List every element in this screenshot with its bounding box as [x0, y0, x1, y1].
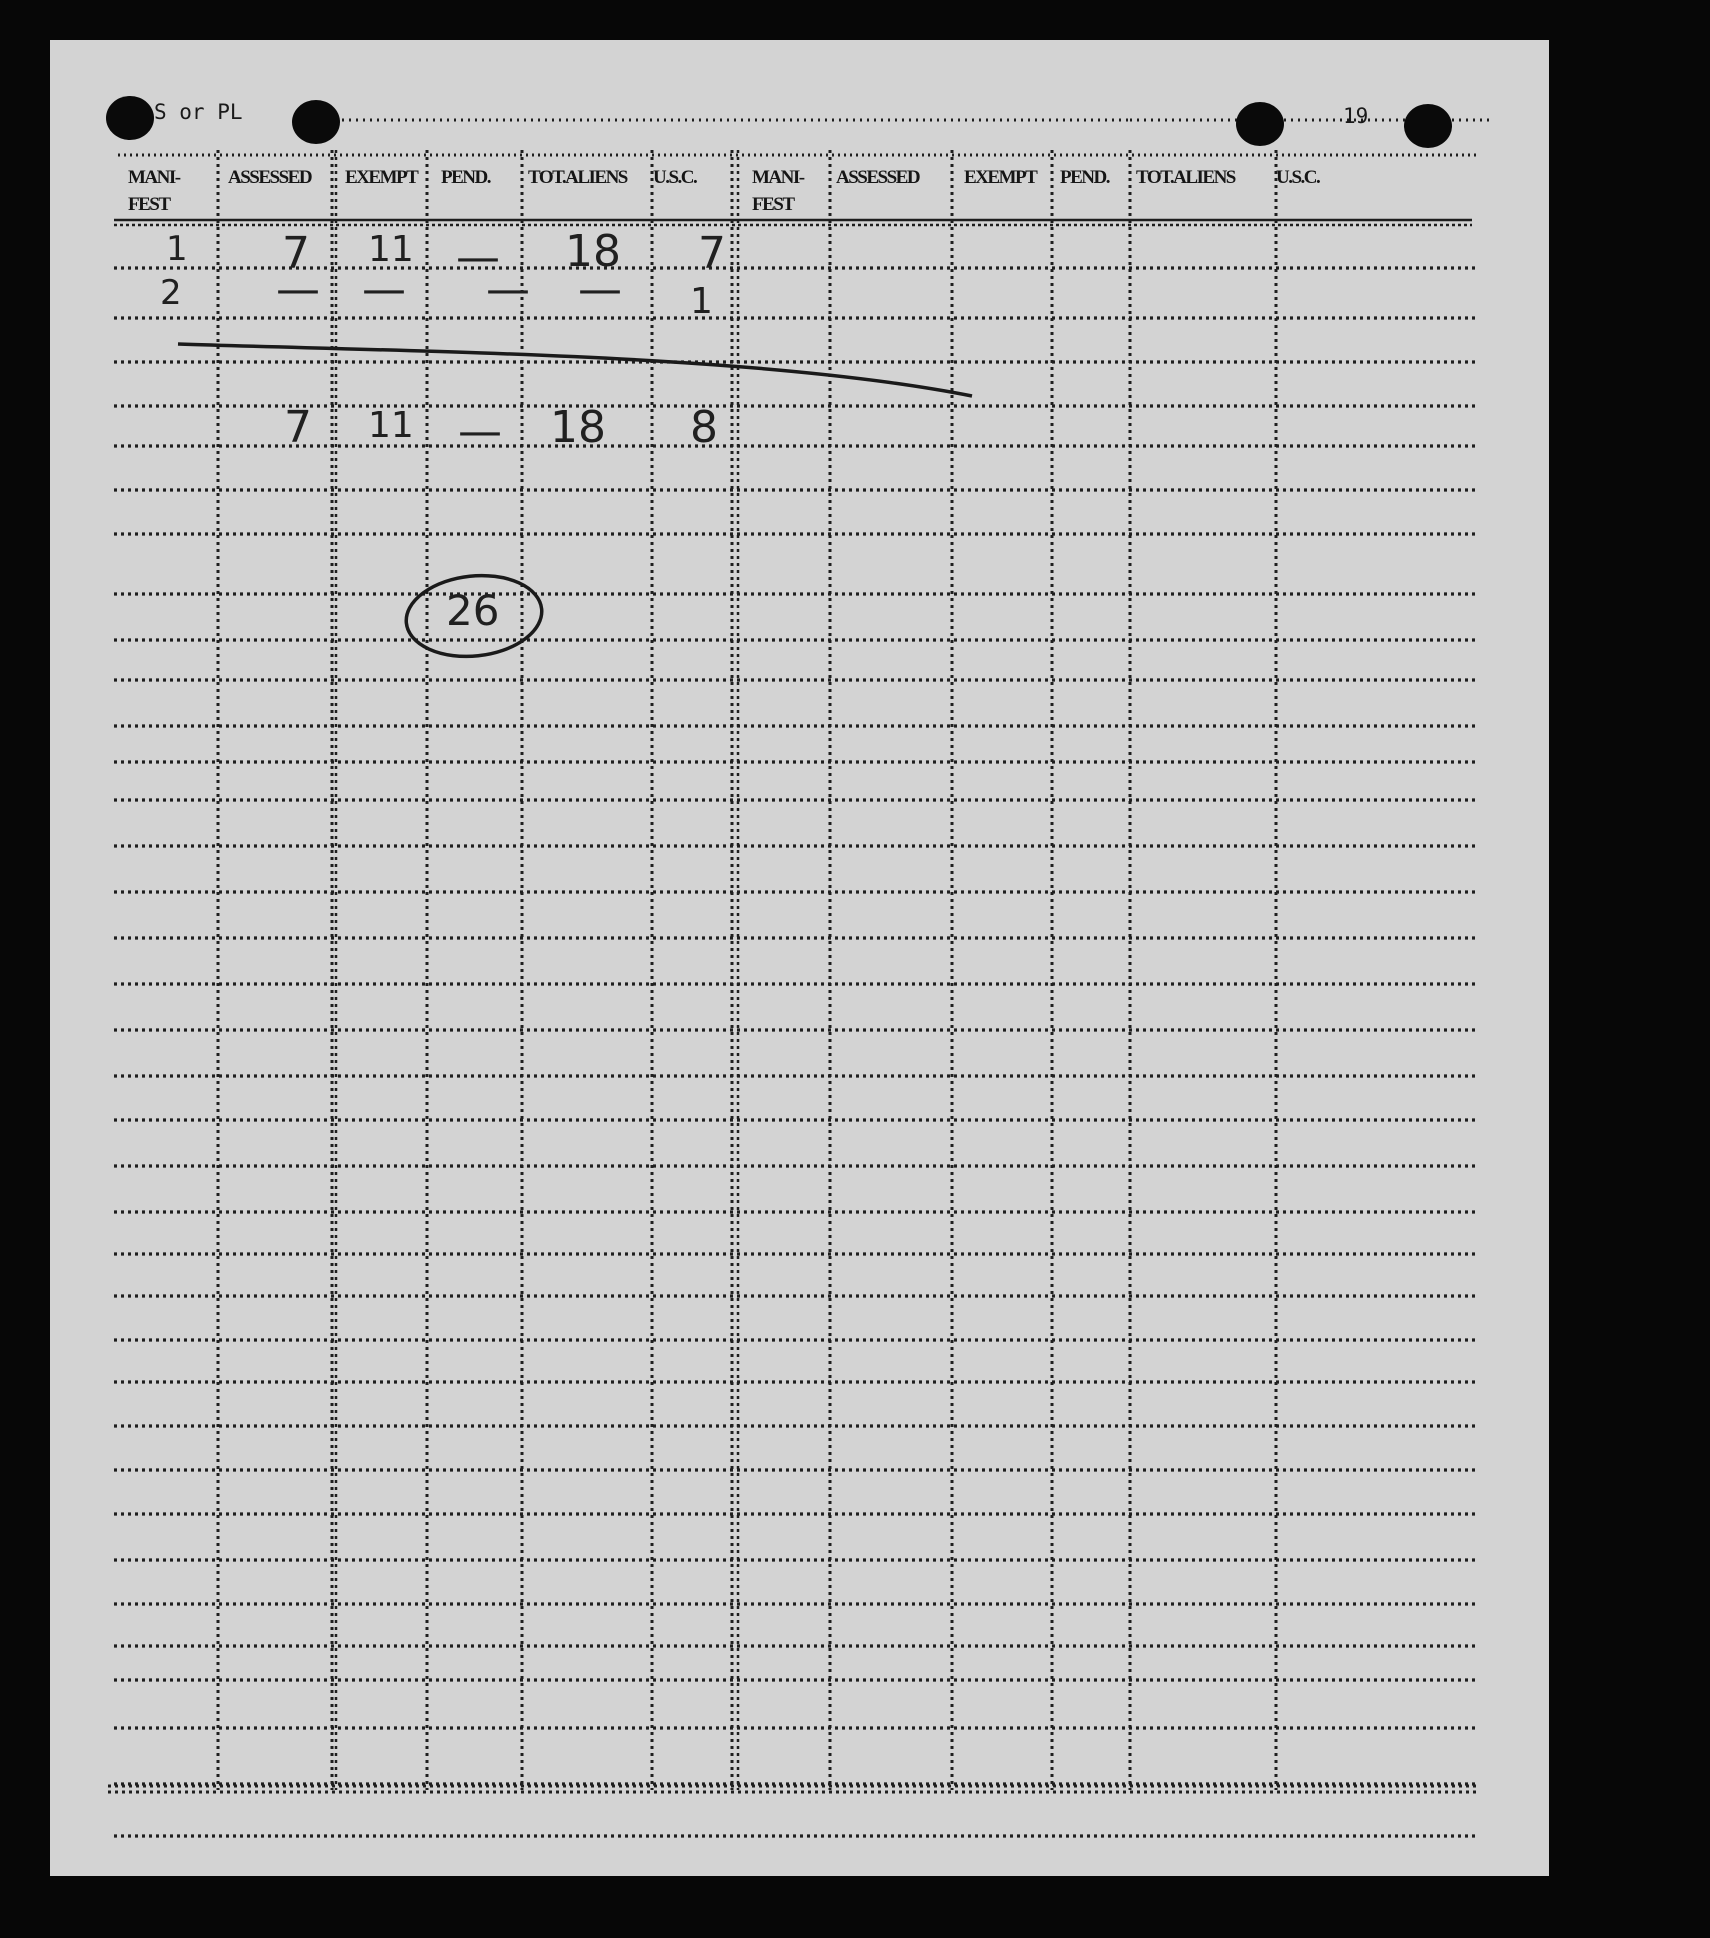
ship-or-pl-label: S or PL	[154, 100, 243, 124]
col-header-exempt-2: EXEMPT	[964, 167, 1037, 188]
col-header-usc-1: U.S.C.	[653, 167, 697, 188]
punch-hole	[1404, 104, 1452, 148]
handwritten-manifest: 1	[166, 229, 188, 269]
year-label: 19	[1343, 104, 1369, 128]
handwritten-manifest: 2	[160, 273, 182, 313]
col-header-pend-2: PEND.	[1060, 167, 1109, 188]
punch-hole	[106, 96, 154, 140]
handwritten-exempt: 11	[368, 229, 414, 270]
handwritten-assessed: 7	[282, 228, 310, 279]
handwritten-usc: 7	[698, 228, 726, 279]
col-header-tot-aliens-2: TOT.ALIENS	[1136, 167, 1235, 188]
handwritten-tot-aliens: 18	[565, 226, 621, 277]
col-header-manifest-1: MANI- FEST	[128, 167, 180, 215]
handwritten-usc: 1	[690, 281, 713, 322]
handwritten-assessed: —	[276, 264, 320, 315]
handwritten-exempt: —	[362, 264, 406, 315]
handwritten-tot-aliens: —	[578, 264, 622, 315]
total-exempt: 11	[368, 405, 414, 446]
col-header-manifest-2: MANI- FEST	[752, 167, 804, 215]
punch-hole	[292, 100, 340, 144]
col-header-pend-1: PEND.	[441, 167, 490, 188]
handwritten-pend: —	[456, 232, 500, 283]
col-header-tot-aliens-1: TOT.ALIENS	[528, 167, 627, 188]
col-header-assessed-2: ASSESSED	[836, 167, 920, 188]
total-pend: —	[458, 406, 502, 457]
col-header-exempt-1: EXEMPT	[345, 167, 418, 188]
handwritten-pend: —	[486, 264, 530, 315]
total-tot-aliens: 18	[550, 402, 606, 453]
punch-hole	[1236, 102, 1284, 146]
total-assessed: 7	[284, 402, 312, 453]
col-header-assessed-1: ASSESSED	[228, 167, 312, 188]
circled-count: 26	[446, 586, 500, 635]
handwritten-total-line	[178, 344, 972, 396]
total-usc: 8	[690, 402, 718, 453]
col-header-usc-2: U.S.C.	[1276, 167, 1320, 188]
